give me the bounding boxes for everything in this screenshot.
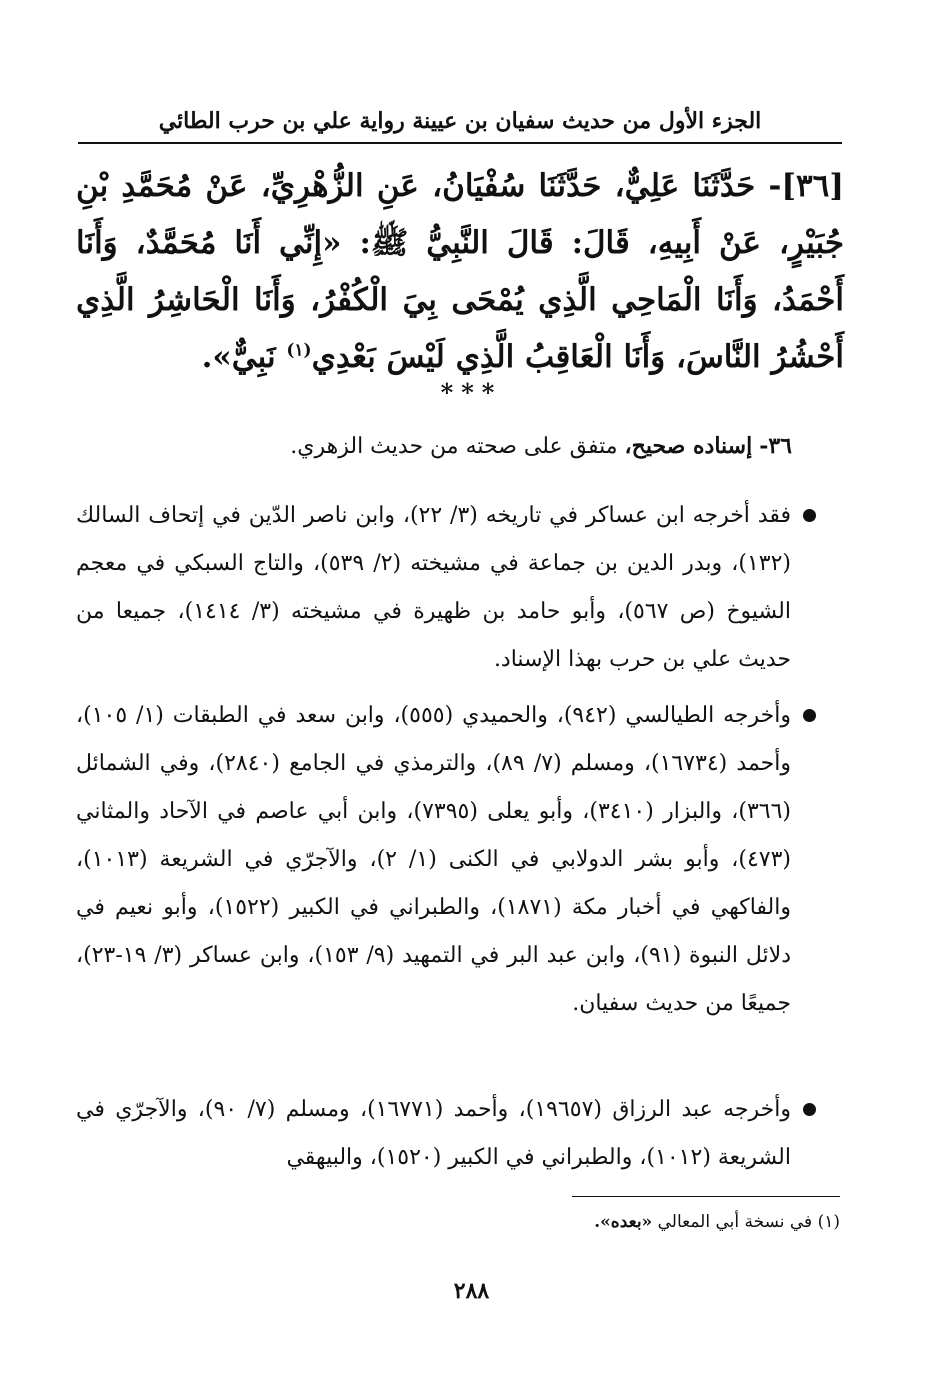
- running-head: الجزء الأول من حديث سفيان بن عيينة رواية علي بن حرب الطائي: [158, 108, 762, 134]
- footnote-variant: «بعده».: [594, 1212, 653, 1232]
- bullet-icon: [803, 509, 816, 522]
- hadith-text: [76, 158, 844, 386]
- commentary-intro: [80, 426, 792, 467]
- section-separator: ***: [440, 378, 503, 407]
- footnote: [300, 1208, 840, 1236]
- footnote-number: (١): [817, 1212, 840, 1232]
- hadith-text-end: نَبِيٌّ».: [201, 339, 287, 375]
- footnote-rule: [572, 1196, 840, 1197]
- commentary-number: ٣٦-: [759, 433, 792, 459]
- footnote-text: في نسخة أبي المعالي: [652, 1212, 818, 1232]
- bullet-text: وأخرجه الطيالسي (٩٤٢)، والحميدي (٥٥٥)، وابن سعد في الطبقات (١/ ١٠٥)، وأحمد (١٦٧٣٤)، ومسلم (٧/ ٨٩)، والترمذي في الجامع (٢٨٤٠)، وفي الشمائل (٣٦٦)، والبزار (٣٤١٠)، وأبو يعلى (٧٣٩٥)، وابن أبي عاصم في الآحاد والمثاني (٤٧٣)، وأبو بشر الدولابي في الكنى (١/ ٢)، والآجرّي في الشريعة (١٠١٣)، والفاكهي في أخبار مكة (١٨٧١)، والطبراني في الكبير (١٥٢٢)، وأبو نعيم في دلائل النبوة (٩١)، وابن عبد البر في التمهيد (٩/ ١٥٣)، وابن عساكر (٣/ ١٩-٢٣)، جميعًا من حديث سفيان.: [76, 703, 792, 1016]
- header-rule: [78, 142, 842, 144]
- bullet-text: وأخرجه عبد الرزاق (١٩٦٥٧)، وأحمد (١٦٧٧١)، ومسلم (٧/ ٩٠)، والآجرّي في الشريعة (١٠١٢)، والطبراني في الكبير (١٥٢٠)، والبيهقي: [76, 1097, 792, 1170]
- isnad-verdict: إسناده صحيح،: [624, 433, 753, 459]
- commentary-text: متفق على صحته من حديث الزهري.: [290, 434, 625, 459]
- footnote-reference: (١): [286, 340, 312, 361]
- takhrij-bullet: [76, 692, 791, 1028]
- takhrij-bullet: [76, 492, 791, 684]
- bullet-text: فقد أخرجه ابن عساكر في تاريخه (٣/ ٢٢)، وابن ناصر الدّين في إتحاف السالك (١٣٢)، وبدر الدين بن جماعة في مشيخته (٢/ ٥٣٩)، والتاج السبكي في معجم الشيوخ (ص ٥٦٧)، وأبو حامد بن ظهيرة في مشيخته (٣/ ١٤١٤)، جميعا من حديث علي بن حرب بهذا الإسناد.: [76, 503, 791, 672]
- takhrij-bullet: [76, 1086, 791, 1182]
- page-number: ٢٨٨: [453, 1278, 490, 1304]
- bullet-icon: [803, 709, 816, 722]
- bullet-icon: [803, 1103, 816, 1116]
- hadith-text-main: [٣٦]- حَدَّثَنَا عَلِيٌّ، حَدَّثَنَا سُفْيَانُ، عَنِ الزُّهْرِيِّ، عَنْ مُحَمَّدِ بْنِ جُبَيْرٍ، عَنْ أَبِيهِ، قَالَ: قَالَ النَّبِيُّ ﷺ: «إِنِّي أَنَا مُحَمَّدٌ، وَأَنَا أَحْمَدُ، وَأَنَا الْمَاحِي الَّذِي يُمْحَى بِيَ الْكُفْرُ، وَأَنَا الْحَاشِرُ الَّذِي أَحْشُرُ النَّاسَ، وَأَنَا الْعَاقِبُ الَّذِي لَيْسَ بَعْدِي: [76, 168, 844, 375]
